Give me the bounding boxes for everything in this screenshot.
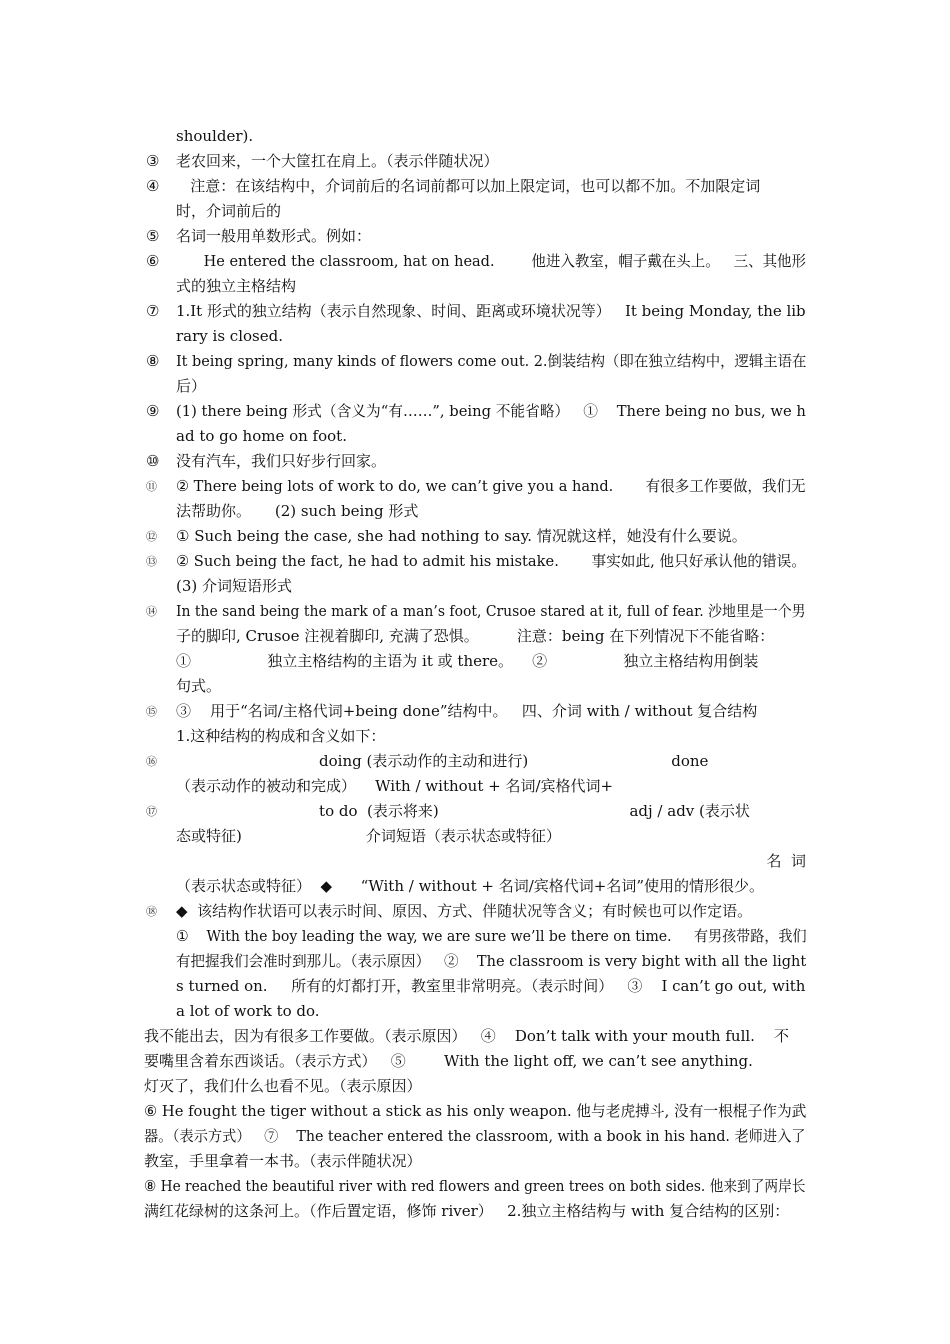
line-text: rary is closed.	[176, 327, 283, 345]
line-text: ② Such being the fact, he had to admit his mistake. 事实如此, 他只好承认他的错误。	[176, 552, 806, 570]
line-text: (1) there being 形式（含义为“有……”, being 不能省略） ① There being no bus, we h	[176, 402, 806, 420]
text-line	[0, 624, 950, 649]
text-line	[0, 849, 950, 874]
line-text: ① 独立主格结构的主语为 it 或 there。 ② 独立主格结构用倒装	[176, 652, 759, 670]
text-line	[0, 1124, 950, 1149]
line-marker: ⑫	[146, 530, 157, 543]
line-text: （表示动作的被动和完成） With / without + 名词/宾格代词+	[176, 777, 614, 795]
text-line	[0, 449, 950, 474]
line-marker: ⑪	[146, 480, 157, 493]
line-text: He entered the classroom, hat on head. 他进入教室，帽子戴在头上。 三、其他形	[176, 252, 807, 270]
line-text: 满红花绿树的这条河上。（作后置定语，修饰 river） 2.独立主格结构与 with 复合结构的区别：	[144, 1202, 790, 1220]
text-line	[0, 974, 950, 999]
line-marker: ⑧	[146, 352, 160, 370]
line-text: 名词一般用单数形式。例如：	[176, 227, 372, 245]
line-marker: ⑱	[146, 905, 157, 918]
text-line	[0, 1074, 950, 1099]
line-text: （表示状态或特征） ◆ “With / without + 名词/宾格代词+名词”使用的情形很少。	[176, 877, 765, 895]
line-marker: ④	[146, 177, 160, 195]
line-text: ◆ 该结构作状语可以表示时间、原因、方式、伴随状况等含义；有时候也可以作定语。	[176, 902, 753, 920]
line-text: 名 词	[766, 852, 806, 870]
line-text: (3) 介词短语形式	[176, 577, 293, 595]
text-line	[0, 824, 950, 849]
line-text: ① With the boy leading the way, we are sure we’ll be there on time. 有男孩带路，我们	[176, 927, 807, 945]
text-line	[0, 1174, 950, 1199]
text-line	[0, 299, 950, 324]
line-text: 要嘴里含着东西谈话。（表示方式） ⑤ With the light off, we can’t see anything.	[144, 1052, 753, 1070]
line-text: 后）	[176, 377, 207, 395]
line-text: 灯灭了，我们什么也看不见。（表示原因）	[144, 1077, 422, 1095]
line-marker: ⑨	[146, 402, 160, 420]
text-line	[0, 274, 950, 299]
text-line	[0, 674, 950, 699]
line-text: 态或特征) 介词短语（表示状态或特征）	[176, 827, 561, 845]
text-line	[0, 574, 950, 599]
text-line	[0, 924, 950, 949]
line-text: 器。（表示方式） ⑦ The teacher entered the classroom, with a book in his hand. 老师进入了	[144, 1127, 806, 1145]
line-text: ⑥ He fought the tiger without a stick as his only weapon. 他与老虎搏斗, 没有一根棍子作为武	[144, 1102, 807, 1120]
line-text: ② There being lots of work to do, we can’t give you a hand. 有很多工作要做，我们无	[176, 477, 806, 495]
text-line	[0, 224, 950, 249]
line-text: ① Such being the case, she had nothing to say. 情况就这样，她没有什么要说。	[176, 527, 747, 545]
text-line	[0, 649, 950, 674]
text-line	[0, 1049, 950, 1074]
text-line	[0, 949, 950, 974]
text-line	[0, 899, 950, 924]
text-line	[0, 474, 950, 499]
text-line	[0, 324, 950, 349]
line-text: 子的脚印, Crusoe 注视着脚印, 充满了恐惧。 注意：being 在下列情况下不能省略：	[176, 627, 775, 645]
line-text: 老农回来，一个大筐扛在肩上。（表示伴随状况）	[176, 152, 499, 170]
text-line	[0, 124, 950, 149]
text-line	[0, 749, 950, 774]
line-text: 有把握我们会准时到那儿。（表示原因） ② The classroom is very bight with all the light	[176, 952, 807, 970]
text-line	[0, 249, 950, 274]
line-marker: ⑬	[146, 555, 157, 568]
line-text: ③ 用于“名词/主格代词+being done”结构中。 四、介词 with / without 复合结构	[176, 702, 758, 720]
line-text: In the sand being the mark of a man’s foot, Crusoe stared at it, full of fear. 沙地里是一个男	[176, 602, 806, 620]
text-line	[0, 999, 950, 1024]
line-marker: ③	[146, 152, 160, 170]
line-text: It being spring, many kinds of flowers come out. 2.倒装结构（即在独立结构中，逻辑主语在	[176, 352, 807, 370]
line-marker: ⑯	[146, 755, 157, 768]
line-marker: ⑰	[146, 805, 157, 818]
line-text: 时，介词前后的	[176, 202, 282, 220]
line-marker: ⑮	[146, 705, 157, 718]
text-line	[0, 349, 950, 374]
line-marker: ⑤	[146, 227, 160, 245]
line-marker: ⑭	[146, 605, 157, 618]
line-text: to do (表示将来) adj / adv (表示状	[176, 802, 750, 820]
line-text: 法帮助你。 (2) such being 形式	[176, 502, 419, 520]
line-marker: ⑦	[146, 302, 160, 320]
line-text: s turned on. 所有的灯都打开，教室里非常明亮。（表示时间） ③ I can’t go out, with	[176, 977, 806, 995]
text-line	[0, 524, 950, 549]
line-text: a lot of work to do.	[176, 1002, 320, 1020]
line-text: ⑧ He reached the beautiful river with red flowers and green trees on both sides. 他来到了两岸长	[144, 1177, 806, 1195]
line-text: shoulder).	[176, 127, 254, 145]
text-line	[0, 424, 950, 449]
line-text: 1.这种结构的构成和含义如下：	[176, 727, 386, 745]
text-line	[0, 724, 950, 749]
line-text: 式的独立主格结构	[176, 277, 297, 295]
line-marker: ⑥	[146, 252, 160, 270]
text-line	[0, 549, 950, 574]
text-line	[0, 374, 950, 399]
text-line	[0, 174, 950, 199]
text-line	[0, 1149, 950, 1174]
line-text: 注意：在该结构中，介词前后的名词前都可以加上限定词，也可以都不加。不加限定词	[176, 177, 761, 195]
text-line	[0, 1024, 950, 1049]
line-text: 我不能出去，因为有很多工作要做。（表示原因） ④ Don’t talk with your mouth full. 不	[144, 1027, 790, 1045]
text-line	[0, 149, 950, 174]
text-line	[0, 1199, 950, 1224]
line-text: doing (表示动作的主动和进行) done	[176, 752, 709, 770]
text-line	[0, 399, 950, 424]
line-text: 教室，手里拿着一本书。（表示伴随状况）	[144, 1152, 422, 1170]
line-marker: ⑩	[146, 452, 160, 470]
text-line	[0, 1099, 950, 1124]
line-text: 句式。	[176, 677, 222, 695]
text-line	[0, 599, 950, 624]
text-line	[0, 699, 950, 724]
line-text: ad to go home on foot.	[176, 427, 347, 445]
line-text: 没有汽车，我们只好步行回家。	[176, 452, 387, 470]
text-line	[0, 874, 950, 899]
text-line	[0, 199, 950, 224]
text-line	[0, 499, 950, 524]
text-line	[0, 799, 950, 824]
line-text: 1.It 形式的独立结构（表示自然现象、时间、距离或环境状况等） It being Monday, the lib	[176, 302, 806, 320]
text-line	[0, 774, 950, 799]
